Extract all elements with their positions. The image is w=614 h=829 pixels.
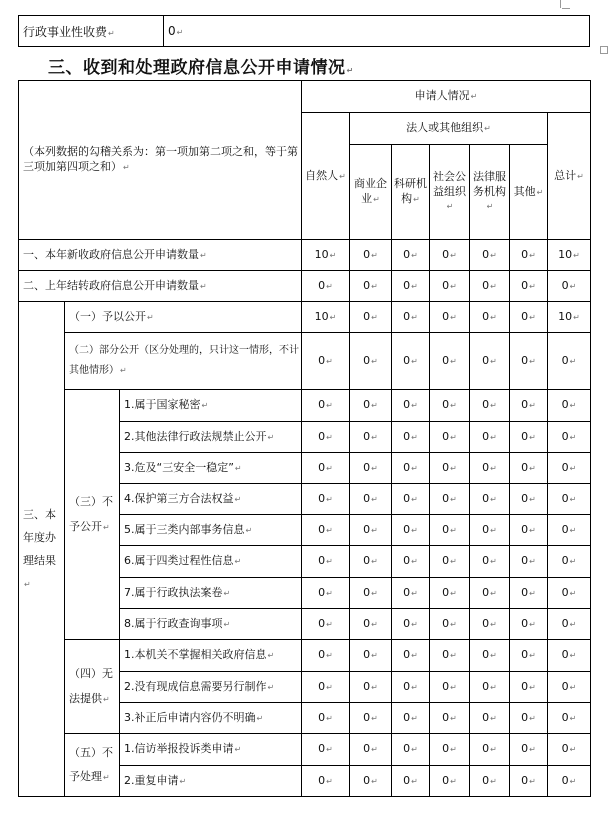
- cell-value: 0↵: [470, 422, 510, 453]
- cell-value: 0↵: [350, 422, 392, 453]
- paragraph-mark: ↵: [450, 557, 457, 567]
- paragraph-mark: ↵: [490, 776, 497, 786]
- paragraph-mark: ↵: [326, 494, 333, 504]
- cell-value: 0↵: [302, 546, 350, 578]
- cell-value: 0↵: [392, 390, 430, 422]
- paragraph-mark: ↵: [411, 281, 418, 291]
- cell-value: 0↵: [510, 302, 548, 333]
- cell-value: 0↵: [548, 484, 591, 515]
- paragraph-mark: ↵: [529, 713, 536, 723]
- paragraph-mark: ↵: [573, 312, 580, 322]
- cell-value: 0↵: [548, 609, 591, 640]
- cell-value: 0↵: [548, 578, 591, 609]
- cell-value: 0↵: [392, 672, 430, 703]
- cell-value: 0↵: [510, 333, 548, 390]
- cell-value: 0↵: [470, 640, 510, 672]
- paragraph-mark: ↵: [529, 776, 536, 786]
- cell-value: 10↵: [302, 302, 350, 333]
- header-note: （本列数据的勾稽关系为：第一项加第二项之和，等于第三项加第四项之和）: [23, 145, 298, 173]
- paragraph-mark: ↵: [326, 588, 333, 598]
- cell-value: 0↵: [350, 271, 392, 302]
- paragraph-mark: ↵: [371, 588, 378, 598]
- cell-value: 0↵: [510, 734, 548, 766]
- cell-value: 0↵: [510, 484, 548, 515]
- paragraph-mark: ↵: [569, 776, 577, 786]
- cell-value: 0↵: [302, 422, 350, 453]
- research-header: 科研机构↵: [392, 145, 430, 240]
- row-label: 1.属于国家秘密↵: [120, 390, 302, 422]
- paragraph-mark: ↵: [569, 525, 577, 535]
- cell-value: 0↵: [430, 422, 470, 453]
- cell-value: 0↵: [510, 515, 548, 546]
- cell-value: 0↵: [470, 672, 510, 703]
- cell-value: 0↵: [392, 422, 430, 453]
- paragraph-mark: ↵: [371, 401, 378, 411]
- cell-value: 0↵: [392, 484, 430, 515]
- social-header: 社会公益组织↵: [430, 145, 470, 240]
- table-row: [19, 390, 591, 422]
- fee-value: 0: [168, 24, 176, 38]
- applicant-header: 申请人情况↵: [302, 81, 591, 113]
- paragraph-mark: ↵: [490, 401, 497, 411]
- paragraph-mark: ↵: [450, 588, 457, 598]
- cell-value: 0↵: [548, 515, 591, 546]
- cell-value: 0↵: [350, 703, 392, 734]
- cell-value: 0↵: [302, 578, 350, 609]
- row-label: 5.属于三类内部事务信息↵: [120, 515, 302, 546]
- cell-value: 0↵: [510, 453, 548, 484]
- paragraph-mark: ↵: [371, 651, 378, 661]
- paragraph-mark: ↵: [569, 619, 577, 629]
- paragraph-mark: ↵: [326, 745, 333, 755]
- cell-value: 0↵: [430, 390, 470, 422]
- paragraph-mark: ↵: [450, 682, 457, 692]
- paragraph-mark: ↵: [411, 588, 418, 598]
- cell-value: 0↵: [350, 766, 392, 797]
- cell-value: 0↵: [548, 546, 591, 578]
- cell-value: 0↵: [350, 578, 392, 609]
- cell-value: 0↵: [392, 609, 430, 640]
- paragraph-mark: ↵: [450, 463, 457, 473]
- paragraph-mark: ↵: [529, 588, 536, 598]
- cell-value: 0↵: [302, 672, 350, 703]
- cell-value: 0↵: [302, 333, 350, 390]
- paragraph-mark: ↵: [529, 557, 536, 567]
- paragraph-mark: ↵: [371, 463, 378, 473]
- cell-value: 0↵: [430, 546, 470, 578]
- cell-value: 0↵: [548, 672, 591, 703]
- cell-value: 0↵: [470, 333, 510, 390]
- paragraph-mark: ↵: [569, 432, 577, 442]
- cell-value: 0↵: [430, 766, 470, 797]
- paragraph-mark: ↵: [529, 312, 536, 322]
- legal-group-header: 法人或其他组织↵: [350, 113, 548, 145]
- row-label: 4.保护第三方合法权益↵: [120, 484, 302, 515]
- paragraph-mark: ↵: [411, 463, 418, 473]
- row-label: 二、上年结转政府信息公开申请数量↵: [19, 271, 302, 302]
- cell-value: 0↵: [548, 703, 591, 734]
- paragraph-mark: ↵: [490, 682, 497, 692]
- cell-value: 0↵: [392, 546, 430, 578]
- cell-value: 0↵: [392, 766, 430, 797]
- paragraph-mark: ↵: [411, 651, 418, 661]
- cell-value: 0↵: [510, 271, 548, 302]
- row-label: 2.其他法律行政法规禁止公开↵: [120, 422, 302, 453]
- paragraph-mark: ↵: [450, 776, 457, 786]
- cell-value: 0↵: [548, 390, 591, 422]
- paragraph-mark: ↵: [529, 432, 536, 442]
- cell-value: 0↵: [470, 609, 510, 640]
- paragraph-mark: ↵: [371, 557, 378, 567]
- paragraph-mark: ↵: [326, 401, 333, 411]
- page-corner-mark: [600, 46, 608, 54]
- law-header: 法律服务机构↵: [470, 145, 510, 240]
- paragraph-mark: ↵: [569, 588, 577, 598]
- paragraph-mark: ↵: [450, 651, 457, 661]
- paragraph-mark: ↵: [411, 312, 418, 322]
- commercial-header: 商业企业↵: [350, 145, 392, 240]
- cell-value: 0↵: [470, 271, 510, 302]
- cell-value: 0↵: [302, 484, 350, 515]
- paragraph-mark: ↵: [490, 557, 497, 567]
- cell-value: 0↵: [470, 515, 510, 546]
- cell-value: 0↵: [392, 453, 430, 484]
- cell-value: 0↵: [510, 609, 548, 640]
- page-corner-mark: [560, 0, 561, 8]
- paragraph-mark: ↵: [490, 312, 497, 322]
- cell-value: 0↵: [392, 734, 430, 766]
- row-label: 3.补正后申请内容仍不明确↵: [120, 703, 302, 734]
- paragraph-mark: ↵: [529, 651, 536, 661]
- cell-value: 0↵: [430, 609, 470, 640]
- paragraph-mark: ↵: [411, 494, 418, 504]
- cell-value: 0↵: [392, 515, 430, 546]
- header-note-cell: （本列数据的勾稽关系为：第一项加第二项之和，等于第三项加第四项之和）↵: [19, 81, 302, 240]
- cell-value: 0↵: [510, 703, 548, 734]
- cell-value: 0↵: [430, 453, 470, 484]
- cell-value: 0↵: [350, 390, 392, 422]
- paragraph-mark: ↵: [450, 250, 457, 260]
- paragraph-mark: ↵: [569, 557, 577, 567]
- paragraph-mark: ↵: [326, 713, 333, 723]
- paragraph-mark: ↵: [529, 525, 536, 535]
- page-corner-mark: [562, 8, 570, 9]
- cell-value: 0↵: [392, 240, 430, 271]
- cell-value: 0↵: [430, 515, 470, 546]
- cell-value: 0↵: [302, 609, 350, 640]
- cell-value: 0↵: [430, 578, 470, 609]
- paragraph-mark: ↵: [450, 356, 457, 366]
- not-open-group-label: （三）不予公开↵: [65, 390, 120, 640]
- paragraph-mark: ↵: [569, 682, 577, 692]
- paragraph-mark: ↵: [411, 525, 418, 535]
- paragraph-mark: ↵: [329, 312, 337, 322]
- paragraph-mark: ↵: [450, 432, 457, 442]
- cell-value: 0↵: [350, 333, 392, 390]
- paragraph-mark: ↵: [569, 281, 577, 291]
- cell-value: 0↵: [510, 766, 548, 797]
- cell-value: 0↵: [350, 609, 392, 640]
- paragraph-mark: ↵: [450, 401, 457, 411]
- cell-value: 0↵: [470, 240, 510, 271]
- paragraph-mark: ↵: [371, 713, 378, 723]
- paragraph-mark: ↵: [326, 619, 333, 629]
- cell-value: 0↵: [392, 578, 430, 609]
- result-group-label: 三、本年度办理结果↵: [19, 302, 65, 797]
- cell-value: 0↵: [548, 766, 591, 797]
- paragraph-mark: ↵: [490, 432, 497, 442]
- paragraph-mark: ↵: [490, 651, 497, 661]
- cell-value: 0↵: [470, 302, 510, 333]
- paragraph-mark: ↵: [529, 356, 536, 366]
- row-label: （二）部分公开（区分处理的，只计这一情形，不计其他情形）↵: [65, 333, 302, 390]
- paragraph-mark: ↵: [326, 281, 333, 291]
- paragraph-mark: ↵: [411, 401, 418, 411]
- cell-value: 0↵: [470, 703, 510, 734]
- paragraph-mark: ↵: [326, 463, 333, 473]
- cell-value: 0↵: [350, 453, 392, 484]
- paragraph-mark: ↵: [411, 250, 418, 260]
- paragraph-mark: ↵: [326, 356, 333, 366]
- paragraph-mark: ↵: [569, 463, 577, 473]
- cell-value: 0↵: [548, 640, 591, 672]
- paragraph-mark: ↵: [371, 525, 378, 535]
- table-row: [19, 302, 591, 333]
- cell-value: 0↵: [302, 453, 350, 484]
- cell-value: 0↵: [392, 640, 430, 672]
- cell-value: 0↵: [470, 734, 510, 766]
- paragraph-mark: ↵: [529, 494, 536, 504]
- cell-value: 0↵: [430, 484, 470, 515]
- paragraph-mark: ↵: [569, 356, 577, 366]
- table-row: [19, 333, 591, 390]
- other-header: 其他↵: [510, 145, 548, 240]
- paragraph-mark: ↵: [371, 432, 378, 442]
- paragraph-mark: ↵: [371, 281, 378, 291]
- cell-value: 0↵: [548, 453, 591, 484]
- table-row: [19, 734, 591, 766]
- row-label: 3.危及“三安全一稳定”↵: [120, 453, 302, 484]
- paragraph-mark: ↵: [371, 312, 378, 322]
- cell-value: 0↵: [302, 271, 350, 302]
- paragraph-mark: ↵: [326, 651, 333, 661]
- paragraph-mark: ↵: [450, 713, 457, 723]
- cell-value: 0↵: [392, 271, 430, 302]
- cell-value: 10↵: [548, 240, 591, 271]
- paragraph-mark: ↵: [326, 432, 333, 442]
- cell-value: 0↵: [302, 703, 350, 734]
- cell-value: 0↵: [470, 578, 510, 609]
- paragraph-mark: ↵: [569, 651, 577, 661]
- section-title: 三、收到和处理政府信息公开申请情况↵: [48, 58, 354, 78]
- application-table: [18, 80, 591, 797]
- paragraph-mark: ↵: [450, 525, 457, 535]
- paragraph-mark: ↵: [573, 250, 580, 260]
- paragraph-mark: ↵: [411, 713, 418, 723]
- cell-value: 0↵: [510, 640, 548, 672]
- cell-value: 0↵: [430, 703, 470, 734]
- paragraph-mark: ↵: [450, 619, 457, 629]
- cell-value: 0↵: [510, 240, 548, 271]
- cell-value: 0↵: [510, 390, 548, 422]
- cell-value: 0↵: [470, 453, 510, 484]
- cell-value: 0↵: [470, 546, 510, 578]
- paragraph-mark: ↵: [411, 745, 418, 755]
- cell-value: 0↵: [510, 422, 548, 453]
- paragraph-mark: ↵: [411, 432, 418, 442]
- paragraph-mark: ↵: [411, 776, 418, 786]
- cell-value: 0↵: [510, 578, 548, 609]
- unable-group-label: （四）无法提供↵: [65, 640, 120, 734]
- cell-value: 0↵: [470, 390, 510, 422]
- paragraph-mark: ↵: [529, 745, 536, 755]
- cell-value: 0↵: [350, 484, 392, 515]
- row-label: （一）予以公开↵: [65, 302, 302, 333]
- cell-value: 0↵: [350, 640, 392, 672]
- cell-value: 0↵: [510, 546, 548, 578]
- cell-value: 0↵: [302, 390, 350, 422]
- paragraph-mark: ↵: [411, 682, 418, 692]
- paragraph-mark: ↵: [371, 250, 378, 260]
- table-row: [19, 240, 591, 271]
- cell-value: 0↵: [302, 766, 350, 797]
- paragraph-mark: ↵: [529, 619, 536, 629]
- table-row: [19, 271, 591, 302]
- fee-table: [18, 15, 590, 47]
- paragraph-mark: ↵: [490, 745, 497, 755]
- cell-value: 0↵: [430, 302, 470, 333]
- paragraph-mark: ↵: [490, 494, 497, 504]
- cell-value: 0↵: [302, 640, 350, 672]
- paragraph-mark: ↵: [411, 356, 418, 366]
- cell-value: 0↵: [430, 271, 470, 302]
- paragraph-mark: ↵: [450, 312, 457, 322]
- cell-value: 0↵: [350, 515, 392, 546]
- cell-value: 10↵: [548, 302, 591, 333]
- paragraph-mark: ↵: [326, 776, 333, 786]
- paragraph-mark: ↵: [490, 463, 497, 473]
- paragraph-mark: ↵: [450, 494, 457, 504]
- row-label: 1.信访举报投诉类申请↵: [120, 734, 302, 766]
- cell-value: 0↵: [430, 734, 470, 766]
- paragraph-mark: ↵: [329, 250, 337, 260]
- paragraph-mark: ↵: [450, 745, 457, 755]
- cell-value: 0↵: [510, 672, 548, 703]
- paragraph-mark: ↵: [529, 250, 536, 260]
- fee-value-cell: 0↵: [164, 16, 590, 47]
- paragraph-mark: ↵: [569, 401, 577, 411]
- cell-value: 0↵: [392, 703, 430, 734]
- total-header: 总计↵: [548, 113, 591, 240]
- paragraph-mark: ↵: [411, 619, 418, 629]
- cell-value: 0↵: [350, 240, 392, 271]
- table-row: [19, 640, 591, 672]
- paragraph-mark: ↵: [569, 745, 577, 755]
- fee-label: 行政事业性收费: [23, 24, 108, 39]
- paragraph-mark: ↵: [411, 557, 418, 567]
- not-handled-group-label: （五）不予处理↵: [65, 734, 120, 797]
- cell-value: 0↵: [470, 484, 510, 515]
- paragraph-mark: ↵: [326, 557, 333, 567]
- row-label: 2.重复申请↵: [120, 766, 302, 797]
- cell-value: 0↵: [350, 302, 392, 333]
- paragraph-mark: ↵: [371, 619, 378, 629]
- cell-value: 0↵: [548, 271, 591, 302]
- paragraph-mark: ↵: [326, 525, 333, 535]
- paragraph-mark: ↵: [371, 356, 378, 366]
- paragraph-mark: ↵: [569, 713, 577, 723]
- cell-value: 0↵: [392, 302, 430, 333]
- paragraph-mark: ↵: [371, 682, 378, 692]
- row-label: 6.属于四类过程性信息↵: [120, 546, 302, 578]
- cell-value: 10↵: [302, 240, 350, 271]
- row-label: 一、本年新收政府信息公开申请数量↵: [19, 240, 302, 271]
- cell-value: 0↵: [548, 422, 591, 453]
- paragraph-mark: ↵: [490, 281, 497, 291]
- paragraph-mark: ↵: [529, 401, 536, 411]
- paragraph-mark: ↵: [490, 713, 497, 723]
- paragraph-mark: ↵: [371, 494, 378, 504]
- row-label: 8.属于行政查询事项↵: [120, 609, 302, 640]
- natural-person-header: 自然人↵: [302, 113, 350, 240]
- paragraph-mark: ↵: [529, 682, 536, 692]
- paragraph-mark: ↵: [490, 588, 497, 598]
- paragraph-mark: ↵: [490, 525, 497, 535]
- fee-label-cell: 行政事业性收费↵: [19, 16, 164, 47]
- cell-value: 0↵: [350, 734, 392, 766]
- row-label: 1.本机关不掌握相关政府信息↵: [120, 640, 302, 672]
- paragraph-mark: ↵: [326, 682, 333, 692]
- cell-value: 0↵: [430, 640, 470, 672]
- cell-value: 0↵: [350, 672, 392, 703]
- paragraph-mark: ↵: [529, 281, 536, 291]
- paragraph-mark: ↵: [490, 250, 497, 260]
- paragraph-mark: ↵: [490, 619, 497, 629]
- cell-value: 0↵: [302, 734, 350, 766]
- cell-value: 0↵: [350, 546, 392, 578]
- row-label: 7.属于行政执法案卷↵: [120, 578, 302, 609]
- paragraph-mark: ↵: [371, 776, 378, 786]
- paragraph-mark: ↵: [450, 281, 457, 291]
- paragraph-mark: ↵: [569, 494, 577, 504]
- cell-value: 0↵: [302, 515, 350, 546]
- paragraph-mark: ↵: [371, 745, 378, 755]
- cell-value: 0↵: [392, 333, 430, 390]
- paragraph-mark: ↵: [490, 356, 497, 366]
- row-label: 2.没有现成信息需要另行制作↵: [120, 672, 302, 703]
- cell-value: 0↵: [430, 333, 470, 390]
- cell-value: 0↵: [430, 240, 470, 271]
- cell-value: 0↵: [548, 333, 591, 390]
- cell-value: 0↵: [548, 734, 591, 766]
- cell-value: 0↵: [470, 766, 510, 797]
- paragraph-mark: ↵: [529, 463, 536, 473]
- cell-value: 0↵: [430, 672, 470, 703]
